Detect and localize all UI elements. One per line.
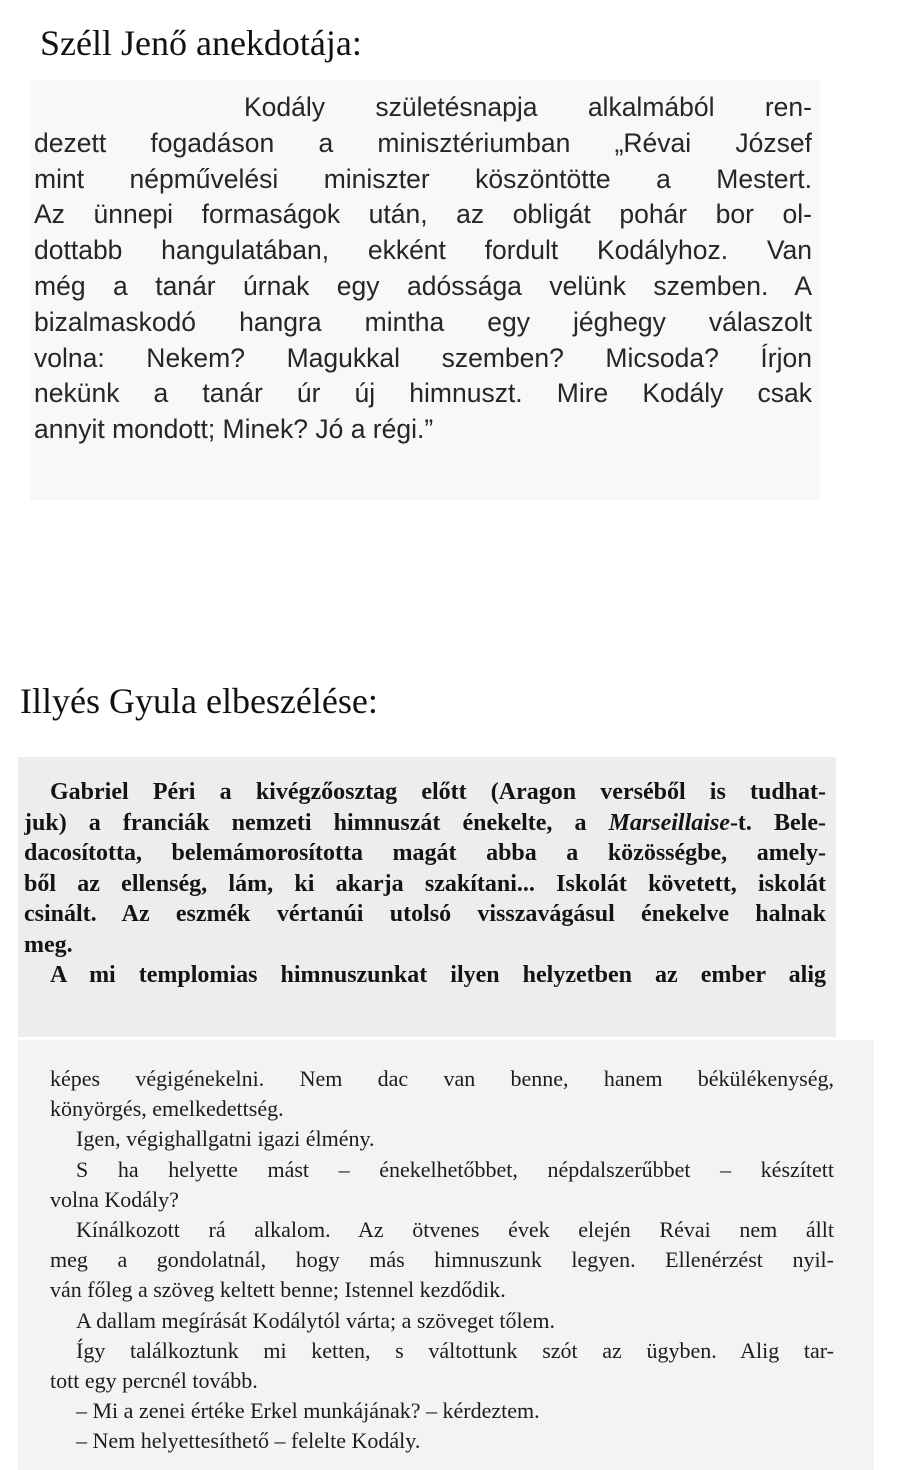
text-line: Kodály születésnapja alkalmából ren- bbox=[244, 92, 812, 122]
text-line bbox=[24, 808, 826, 839]
section-heading-illyes: Illyés Gyula elbeszélése: bbox=[20, 681, 378, 721]
section-heading-szell: Széll Jenő anekdotája: bbox=[40, 23, 362, 63]
text-line: mint népművelési miniszter köszöntötte a Mestert. bbox=[34, 163, 812, 194]
text-line: Így találkoztunk mi ketten, s váltottunk szót az ügyben. Alig tar- bbox=[76, 1337, 834, 1363]
text-line: még a tanár úrnak egy adóssága velünk szemben. A bbox=[34, 270, 812, 301]
text-segment: -t. Bele- bbox=[729, 809, 826, 836]
text-line: dottabb hangulatában, ekként fordult Kodályhoz. Van bbox=[34, 235, 812, 266]
text-line: Az ünnepi formaságok után, az obligát pohár bor ol- bbox=[34, 199, 812, 230]
scanned-text-block-szell bbox=[30, 80, 820, 500]
italic-title: Marseillaise bbox=[608, 809, 730, 836]
text-line: tott egy percnél tovább. bbox=[50, 1368, 258, 1394]
text-line: A dallam megírását Kodálytól várta; a szöveget tőlem. bbox=[76, 1307, 555, 1333]
text-line: ván főleg a szöveg keltett benne; Istennel kezdődik. bbox=[50, 1277, 506, 1303]
text-line: Gabriel Péri a kivégzőosztag előtt (Aragon verséből is tudhat- bbox=[50, 779, 826, 805]
text-line: – Nem helyettesíthető – felelte Kodály. bbox=[76, 1428, 421, 1454]
text-segment: juk) a franciák nemzeti himnuszát énekelte, a bbox=[24, 809, 609, 836]
text-line: annyit mondott; Minek? Jó a régi.” bbox=[34, 414, 434, 445]
text-line: csinált. Az eszmék vértanúi utolsó visszavágásul énekelve halnak bbox=[24, 901, 826, 927]
text-line: ből az ellenség, lám, ki akarja szakítani... Iskolát követett, iskolát bbox=[24, 870, 826, 897]
text-line: Igen, végighallgatni igazi élmény. bbox=[76, 1126, 375, 1152]
text-line: képes végigénekelni. Nem dac van benne, hanem békülékenység, bbox=[50, 1066, 834, 1091]
text-line: S ha helyette mást – énekelhetőbbet, népdalszerűbbet – készített bbox=[76, 1156, 834, 1182]
text-line: meg. bbox=[24, 931, 73, 958]
text-line: dacosította, belemámorosította magát abba a közösségbe, amely- bbox=[24, 840, 826, 866]
scanned-text-block-illyes-top bbox=[18, 757, 836, 1037]
text-line: – Mi a zenei értéke Erkel munkájának? – kérdeztem. bbox=[76, 1398, 540, 1424]
scanned-text-block-illyes-bottom bbox=[18, 1040, 874, 1470]
text-line: meg a gondolatnál, hogy más himnuszunk legyen. Ellenérzést nyil- bbox=[50, 1247, 834, 1273]
text-line: A mi templomias himnuszunkat ilyen helyzetben az ember alig bbox=[50, 962, 826, 988]
text-line: nekünk a tanár úr új himnuszt. Mire Kodály csak bbox=[34, 378, 812, 409]
text-line: Kínálkozott rá alkalom. Az ötvenes évek elején Révai nem állt bbox=[76, 1217, 834, 1243]
text-line: dezett fogadáson a minisztériumban „Révai József bbox=[34, 127, 812, 158]
text-line: könyörgés, emelkedettség. bbox=[50, 1096, 284, 1122]
text-line: volna Kodály? bbox=[50, 1186, 179, 1212]
text-line: bizalmaskodó hangra mintha egy jéghegy válaszolt bbox=[34, 306, 812, 337]
text-line: volna: Nekem? Magukkal szemben? Micsoda? Írjon bbox=[34, 342, 812, 373]
